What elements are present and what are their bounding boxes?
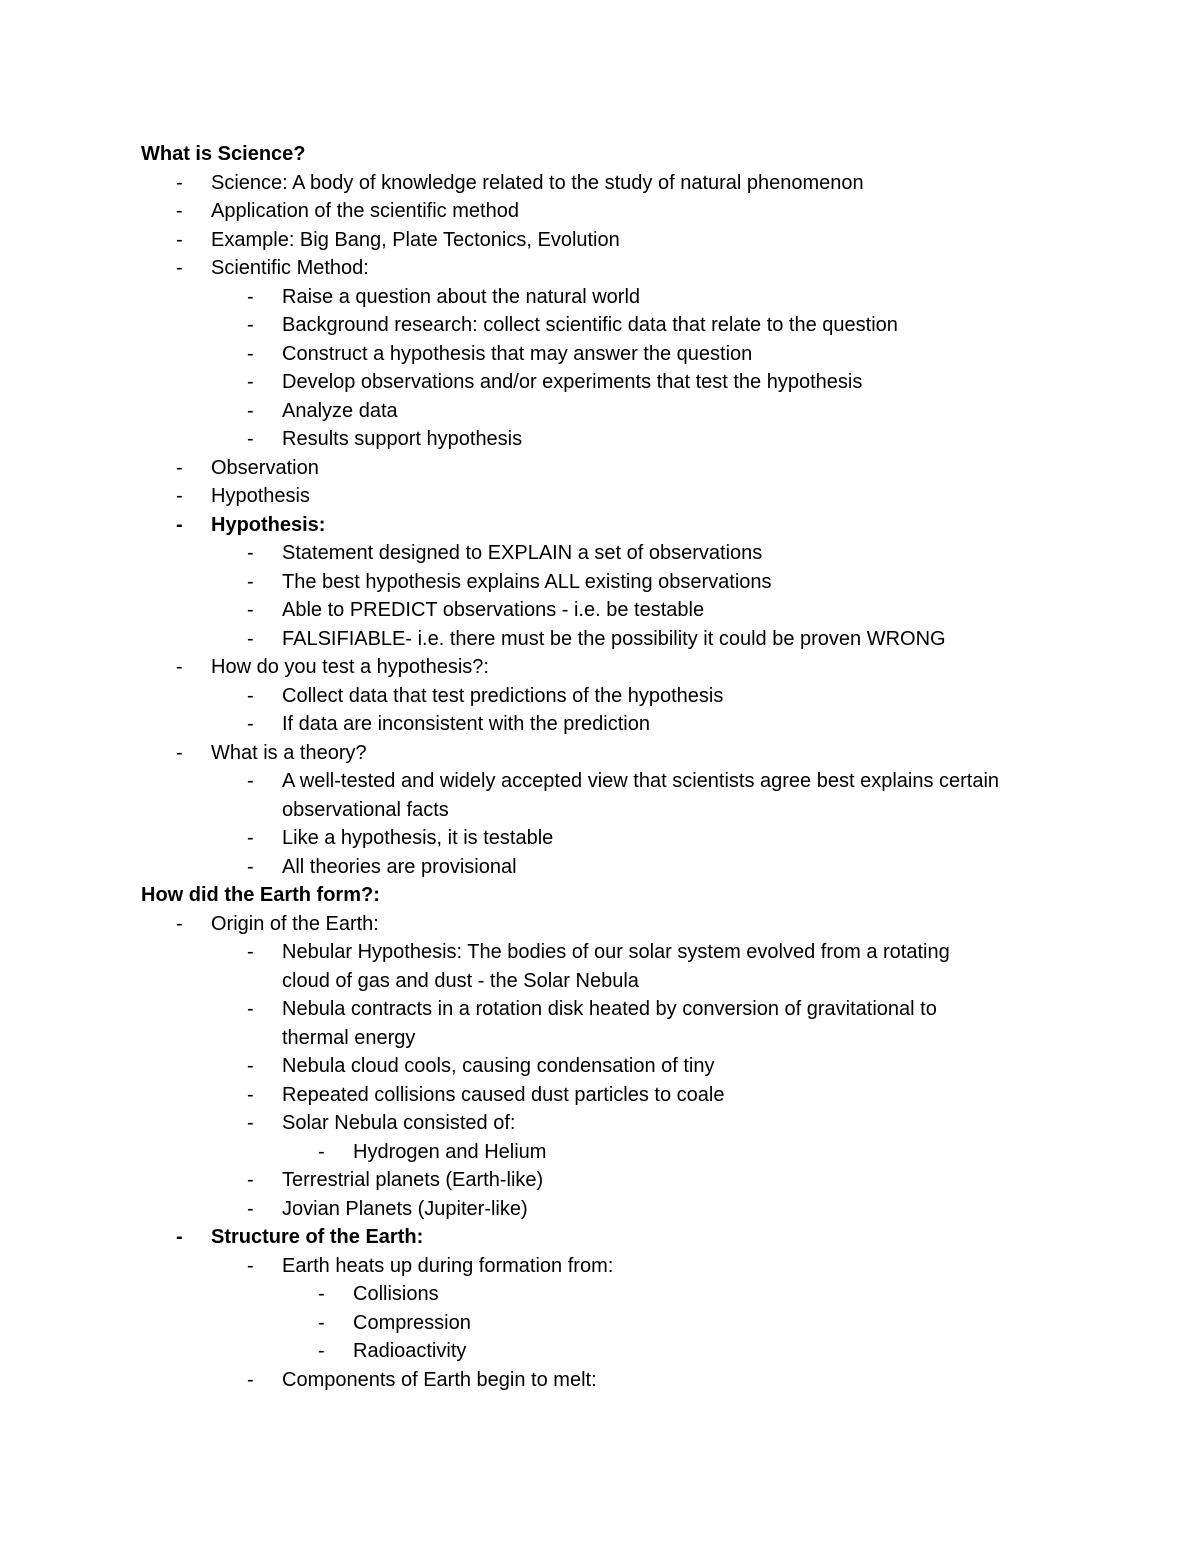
list-item-text: A well-tested and widely accepted view that scientists agree best explains certain bbox=[282, 770, 1000, 792]
list-item bbox=[0, 1309, 1200, 1338]
list-item bbox=[0, 1109, 1200, 1138]
list-item-text: Background research: collect scientific data that relate to the question bbox=[282, 314, 898, 336]
list-item bbox=[0, 853, 1200, 882]
list-item-text: Like a hypothesis, it is testable bbox=[282, 827, 554, 849]
list-item-text: Compression bbox=[353, 1311, 471, 1334]
list-item-text: observational facts bbox=[282, 798, 449, 821]
list-item bbox=[0, 1252, 1200, 1281]
bullet-dash: - bbox=[247, 713, 254, 735]
list-item bbox=[0, 910, 1200, 939]
list-item bbox=[0, 340, 1200, 369]
list-item-text: If data are inconsistent with the prediction bbox=[282, 713, 650, 735]
list-item bbox=[0, 169, 1200, 198]
bullet-dash: - bbox=[176, 257, 183, 279]
bullet-dash: - bbox=[176, 171, 183, 194]
list-item-text: Analyze data bbox=[282, 399, 398, 422]
bullet-dash: - bbox=[176, 485, 183, 507]
list-item bbox=[0, 824, 1200, 853]
list-item-text: Terrestrial planets (Earth-like) bbox=[282, 1169, 544, 1191]
list-item bbox=[0, 995, 1200, 1024]
list-item-text: FALSIFIABLE- i.e. there must be the possibility it could be proven WRONG bbox=[282, 627, 946, 650]
list-item-text: Develop observations and/or experiments that test the hypothesis bbox=[282, 371, 863, 393]
list-item bbox=[0, 1366, 1200, 1395]
list-item-text: The best hypothesis explains ALL existing observations bbox=[282, 570, 772, 593]
list-item-text: Hypothesis: bbox=[211, 513, 326, 536]
bullet-dash: - bbox=[247, 941, 254, 963]
bullet-dash: - bbox=[247, 1368, 254, 1391]
list-item bbox=[0, 1223, 1200, 1252]
list-item-text: Radioactivity bbox=[353, 1340, 467, 1362]
list-item-text: Raise a question about the natural world bbox=[282, 285, 641, 308]
bullet-dash: - bbox=[247, 684, 254, 707]
list-item-text: Components of Earth begin to melt: bbox=[282, 1368, 597, 1391]
bullet-dash: - bbox=[247, 599, 254, 621]
list-item bbox=[0, 454, 1200, 483]
list-item-text: Nebula cloud cools, causing condensation of tiny bbox=[282, 1055, 715, 1077]
bullet-dash: - bbox=[176, 513, 183, 536]
list-item-text: Application of the scientific method bbox=[211, 200, 519, 222]
list-item-text: Nebular Hypothesis: The bodies of our solar system evolved from a rotating bbox=[282, 941, 950, 963]
list-item-text: What is a theory? bbox=[211, 741, 367, 764]
list-item bbox=[0, 1195, 1200, 1224]
bullet-dash: - bbox=[247, 827, 254, 849]
list-item-text: Observation bbox=[211, 456, 319, 479]
bullet-dash: - bbox=[318, 1283, 325, 1305]
list-item bbox=[0, 226, 1200, 255]
bullet-dash: - bbox=[176, 1226, 183, 1248]
bullet-dash: - bbox=[247, 1197, 254, 1220]
bullet-dash: - bbox=[247, 770, 254, 792]
list-item bbox=[0, 254, 1200, 283]
list-item bbox=[0, 739, 1200, 768]
document-page bbox=[0, 140, 1200, 1394]
list-item bbox=[0, 1337, 1200, 1366]
bullet-dash: - bbox=[247, 1169, 254, 1191]
bullet-dash: - bbox=[176, 228, 183, 251]
list-item-text: Science: A body of knowledge related to the study of natural phenomenon bbox=[211, 171, 864, 194]
list-item bbox=[0, 397, 1200, 426]
bullet-dash: - bbox=[247, 855, 254, 878]
list-item bbox=[0, 1081, 1200, 1110]
list-item-continuation bbox=[0, 967, 1200, 996]
bullet-dash: - bbox=[247, 314, 254, 336]
bullet-dash: - bbox=[247, 1055, 254, 1077]
list-item bbox=[0, 283, 1200, 312]
list-item-text: Scientific Method: bbox=[211, 257, 369, 279]
bullet-dash: - bbox=[247, 399, 254, 422]
bullet-dash: - bbox=[247, 1083, 254, 1106]
bullet-dash: - bbox=[247, 1254, 254, 1277]
bullet-dash: - bbox=[176, 656, 183, 678]
list-item-text: Structure of the Earth: bbox=[211, 1226, 424, 1248]
list-item bbox=[0, 938, 1200, 967]
list-item-text: How do you test a hypothesis?: bbox=[211, 656, 489, 678]
list-item bbox=[0, 568, 1200, 597]
bullet-dash: - bbox=[247, 570, 254, 593]
list-item bbox=[0, 197, 1200, 226]
list-item-text: Statement designed to EXPLAIN a set of observations bbox=[282, 542, 763, 564]
list-item bbox=[0, 425, 1200, 454]
list-item-text: Earth heats up during formation from: bbox=[282, 1254, 614, 1277]
list-item bbox=[0, 482, 1200, 511]
list-item-text: Construct a hypothesis that may answer the question bbox=[282, 342, 753, 365]
bullet-dash: - bbox=[176, 200, 183, 222]
bullet-dash: - bbox=[247, 998, 254, 1020]
section-heading: What is Science? bbox=[141, 143, 306, 165]
list-item bbox=[0, 311, 1200, 340]
list-item bbox=[0, 625, 1200, 654]
list-item bbox=[0, 682, 1200, 711]
list-item-text: Hydrogen and Helium bbox=[353, 1140, 547, 1163]
bullet-dash: - bbox=[318, 1311, 325, 1334]
bullet-dash: - bbox=[176, 741, 183, 764]
list-item bbox=[0, 511, 1200, 540]
bullet-dash: - bbox=[318, 1340, 325, 1362]
bullet-dash: - bbox=[247, 627, 254, 650]
bullet-dash: - bbox=[247, 371, 254, 393]
list-item-text: Nebula contracts in a rotation disk heated by conversion of gravitational to bbox=[282, 998, 937, 1020]
list-item-text: Able to PREDICT observations - i.e. be testable bbox=[282, 599, 705, 621]
list-item-text: Example: Big Bang, Plate Tectonics, Evolution bbox=[211, 228, 620, 251]
list-item-continuation bbox=[0, 796, 1200, 825]
list-item-text: Jovian Planets (Jupiter-like) bbox=[282, 1197, 528, 1220]
list-item-text: Repeated collisions caused dust particles to coale bbox=[282, 1083, 725, 1106]
list-item bbox=[0, 1280, 1200, 1309]
bullet-dash: - bbox=[176, 456, 183, 479]
bullet-dash: - bbox=[247, 428, 254, 450]
list-item-text: All theories are provisional bbox=[282, 855, 517, 878]
list-item bbox=[0, 539, 1200, 568]
list-item-text: Solar Nebula consisted of: bbox=[282, 1112, 516, 1134]
list-item bbox=[0, 596, 1200, 625]
list-item bbox=[0, 767, 1200, 796]
list-item-text: Results support hypothesis bbox=[282, 428, 523, 450]
bullet-dash: - bbox=[247, 285, 254, 308]
bullet-dash: - bbox=[176, 912, 183, 935]
list-item-continuation bbox=[0, 1024, 1200, 1053]
list-item bbox=[0, 1138, 1200, 1167]
bullet-dash: - bbox=[247, 542, 254, 564]
bullet-dash: - bbox=[318, 1140, 325, 1163]
list-item-text: Hypothesis bbox=[211, 485, 310, 507]
list-item bbox=[0, 1052, 1200, 1081]
list-item bbox=[0, 653, 1200, 682]
list-item bbox=[0, 710, 1200, 739]
list-item-text: Collect data that test predictions of the hypothesis bbox=[282, 684, 724, 707]
list-item-text: cloud of gas and dust - the Solar Nebula bbox=[282, 969, 639, 992]
section-heading: How did the Earth form?: bbox=[141, 884, 380, 906]
bullet-dash: - bbox=[247, 342, 254, 365]
list-item-text: thermal energy bbox=[282, 1026, 416, 1049]
bullet-dash: - bbox=[247, 1112, 254, 1134]
list-item-text: Collisions bbox=[353, 1283, 439, 1305]
list-item bbox=[0, 368, 1200, 397]
list-item bbox=[0, 1166, 1200, 1195]
list-item-text: Origin of the Earth: bbox=[211, 912, 379, 935]
